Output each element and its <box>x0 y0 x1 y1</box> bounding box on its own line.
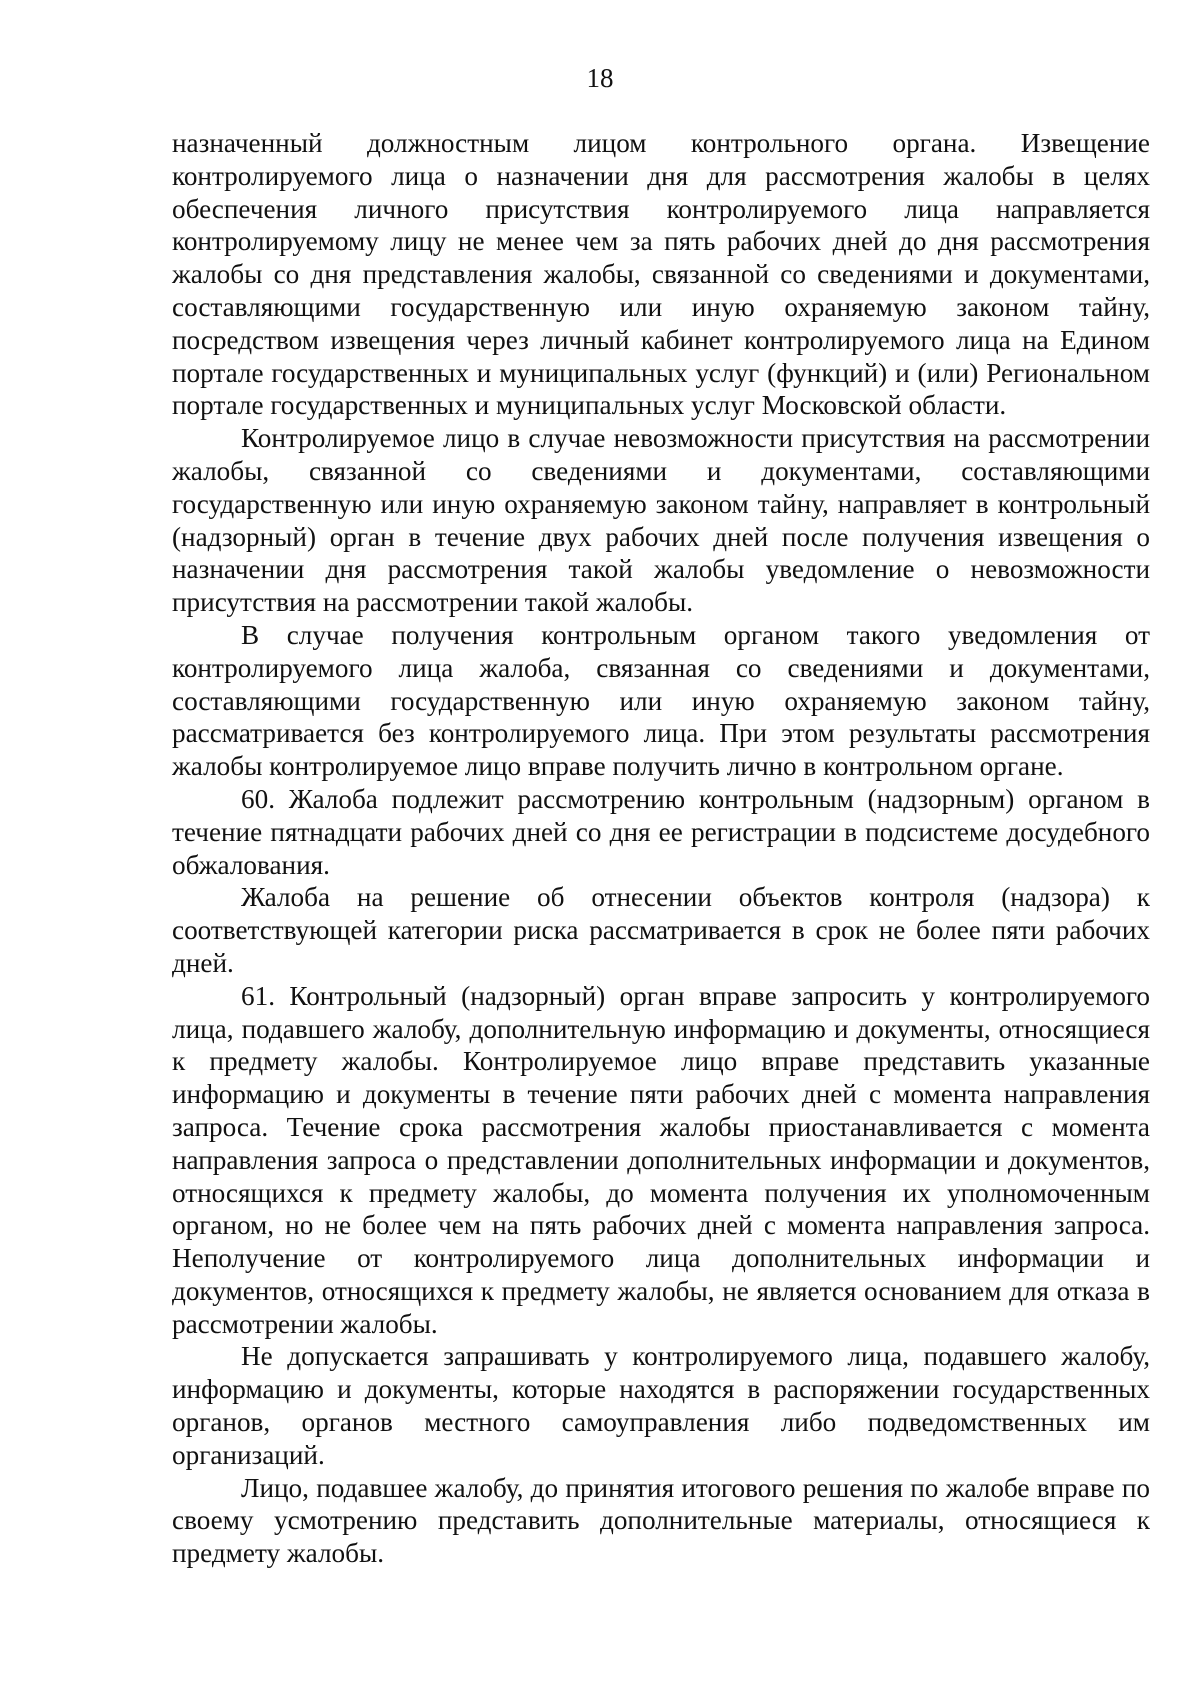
paragraph-review-without-person: В случае получения контрольным органом такого уведомления от контролируемого лица жалоба, связанная со сведениями и документами, составляющими государственную или иную охраняемую законом тайну, рассматривается без контролируемого лица. При этом результаты рассмотрения жалобы контролируемое лицо вправе получить лично в контрольном органе. <box>172 619 1150 782</box>
paragraph-absence-notice: Контролируемое лицо в случае невозможности присутствия на рассмотрении жалобы, связанной со сведениями и документами, составляющими государственную или иную охраняемую законом тайну, направляет в контрольный (надзорный) орган в течение двух рабочих дней после получения извещения о назначении дня рассмотрения такой жалобы уведомление о невозможности присутствия на рассмотрении такой жалобы. <box>172 423 1150 618</box>
paragraph-additional-materials: Лицо, подавшее жалобу, до принятия итогового решения по жалобе вправе по своему усмотрению представить дополнительные материалы, относящиеся к предмету жалобы. <box>172 1472 1150 1569</box>
paragraph-not-allowed-requests: Не допускается запрашивать у контролируемого лица, подавшего жалобу, информацию и документы, которые находятся в распоряжении государственных органов, органов местного самоуправления либо подведомственных им организаций. <box>172 1341 1150 1470</box>
paragraph-risk-category: Жалоба на решение об отнесении объектов контроля (надзора) к соответствующей категории риска рассматривается в срок не более пяти рабочих дней. <box>172 882 1150 978</box>
paragraph-continuation: назначенный должностным лицом контрольного органа. Извещение контролируемого лица о назначении дня для рассмотрения жалобы в целях обеспечения личного присутствия контролируемого лица направляется контролируемому лицу не менее чем за пять рабочих дней до дня рассмотрения жалобы со дня представления жалобы, связанной со сведениями и документами, составляющими государственную или иную охраняемую законом тайну, посредством извещения через личный кабинет контролируемого лица на Едином портале государственных и муниципальных услуг (функций) и (или) Региональном портале государственных и муниципальных услуг Московской области. <box>172 128 1150 421</box>
page-number: 18 <box>586 63 614 93</box>
document-body <box>172 127 1150 1570</box>
paragraph-item-61: 61. Контрольный (надзорный) орган вправе запросить у контролируемого лица, подавшего жалобу, дополнительную информацию и документы, относящиеся к предмету жалобы. Контролируемое лицо вправе представить указанные информацию и документы в течение пяти рабочих дней с момента направления запроса. Течение срока рассмотрения жалобы приостанавливается с момента направления запроса о представлении дополнительных информации и документов, относящихся к предмету жалобы, до момента получения их уполномоченным органом, но не более чем на пять рабочих дней с момента направления запроса. Неполучение от контролируемого лица дополнительных информации и документов, относящихся к предмету жалобы, не является основанием для отказа в рассмотрении жалобы. <box>172 980 1150 1339</box>
paragraph-item-60: 60. Жалоба подлежит рассмотрению контрольным (надзорным) органом в течение пятнадцати рабочих дней со дня ее регистрации в подсистеме досудебного обжалования. <box>172 783 1150 880</box>
